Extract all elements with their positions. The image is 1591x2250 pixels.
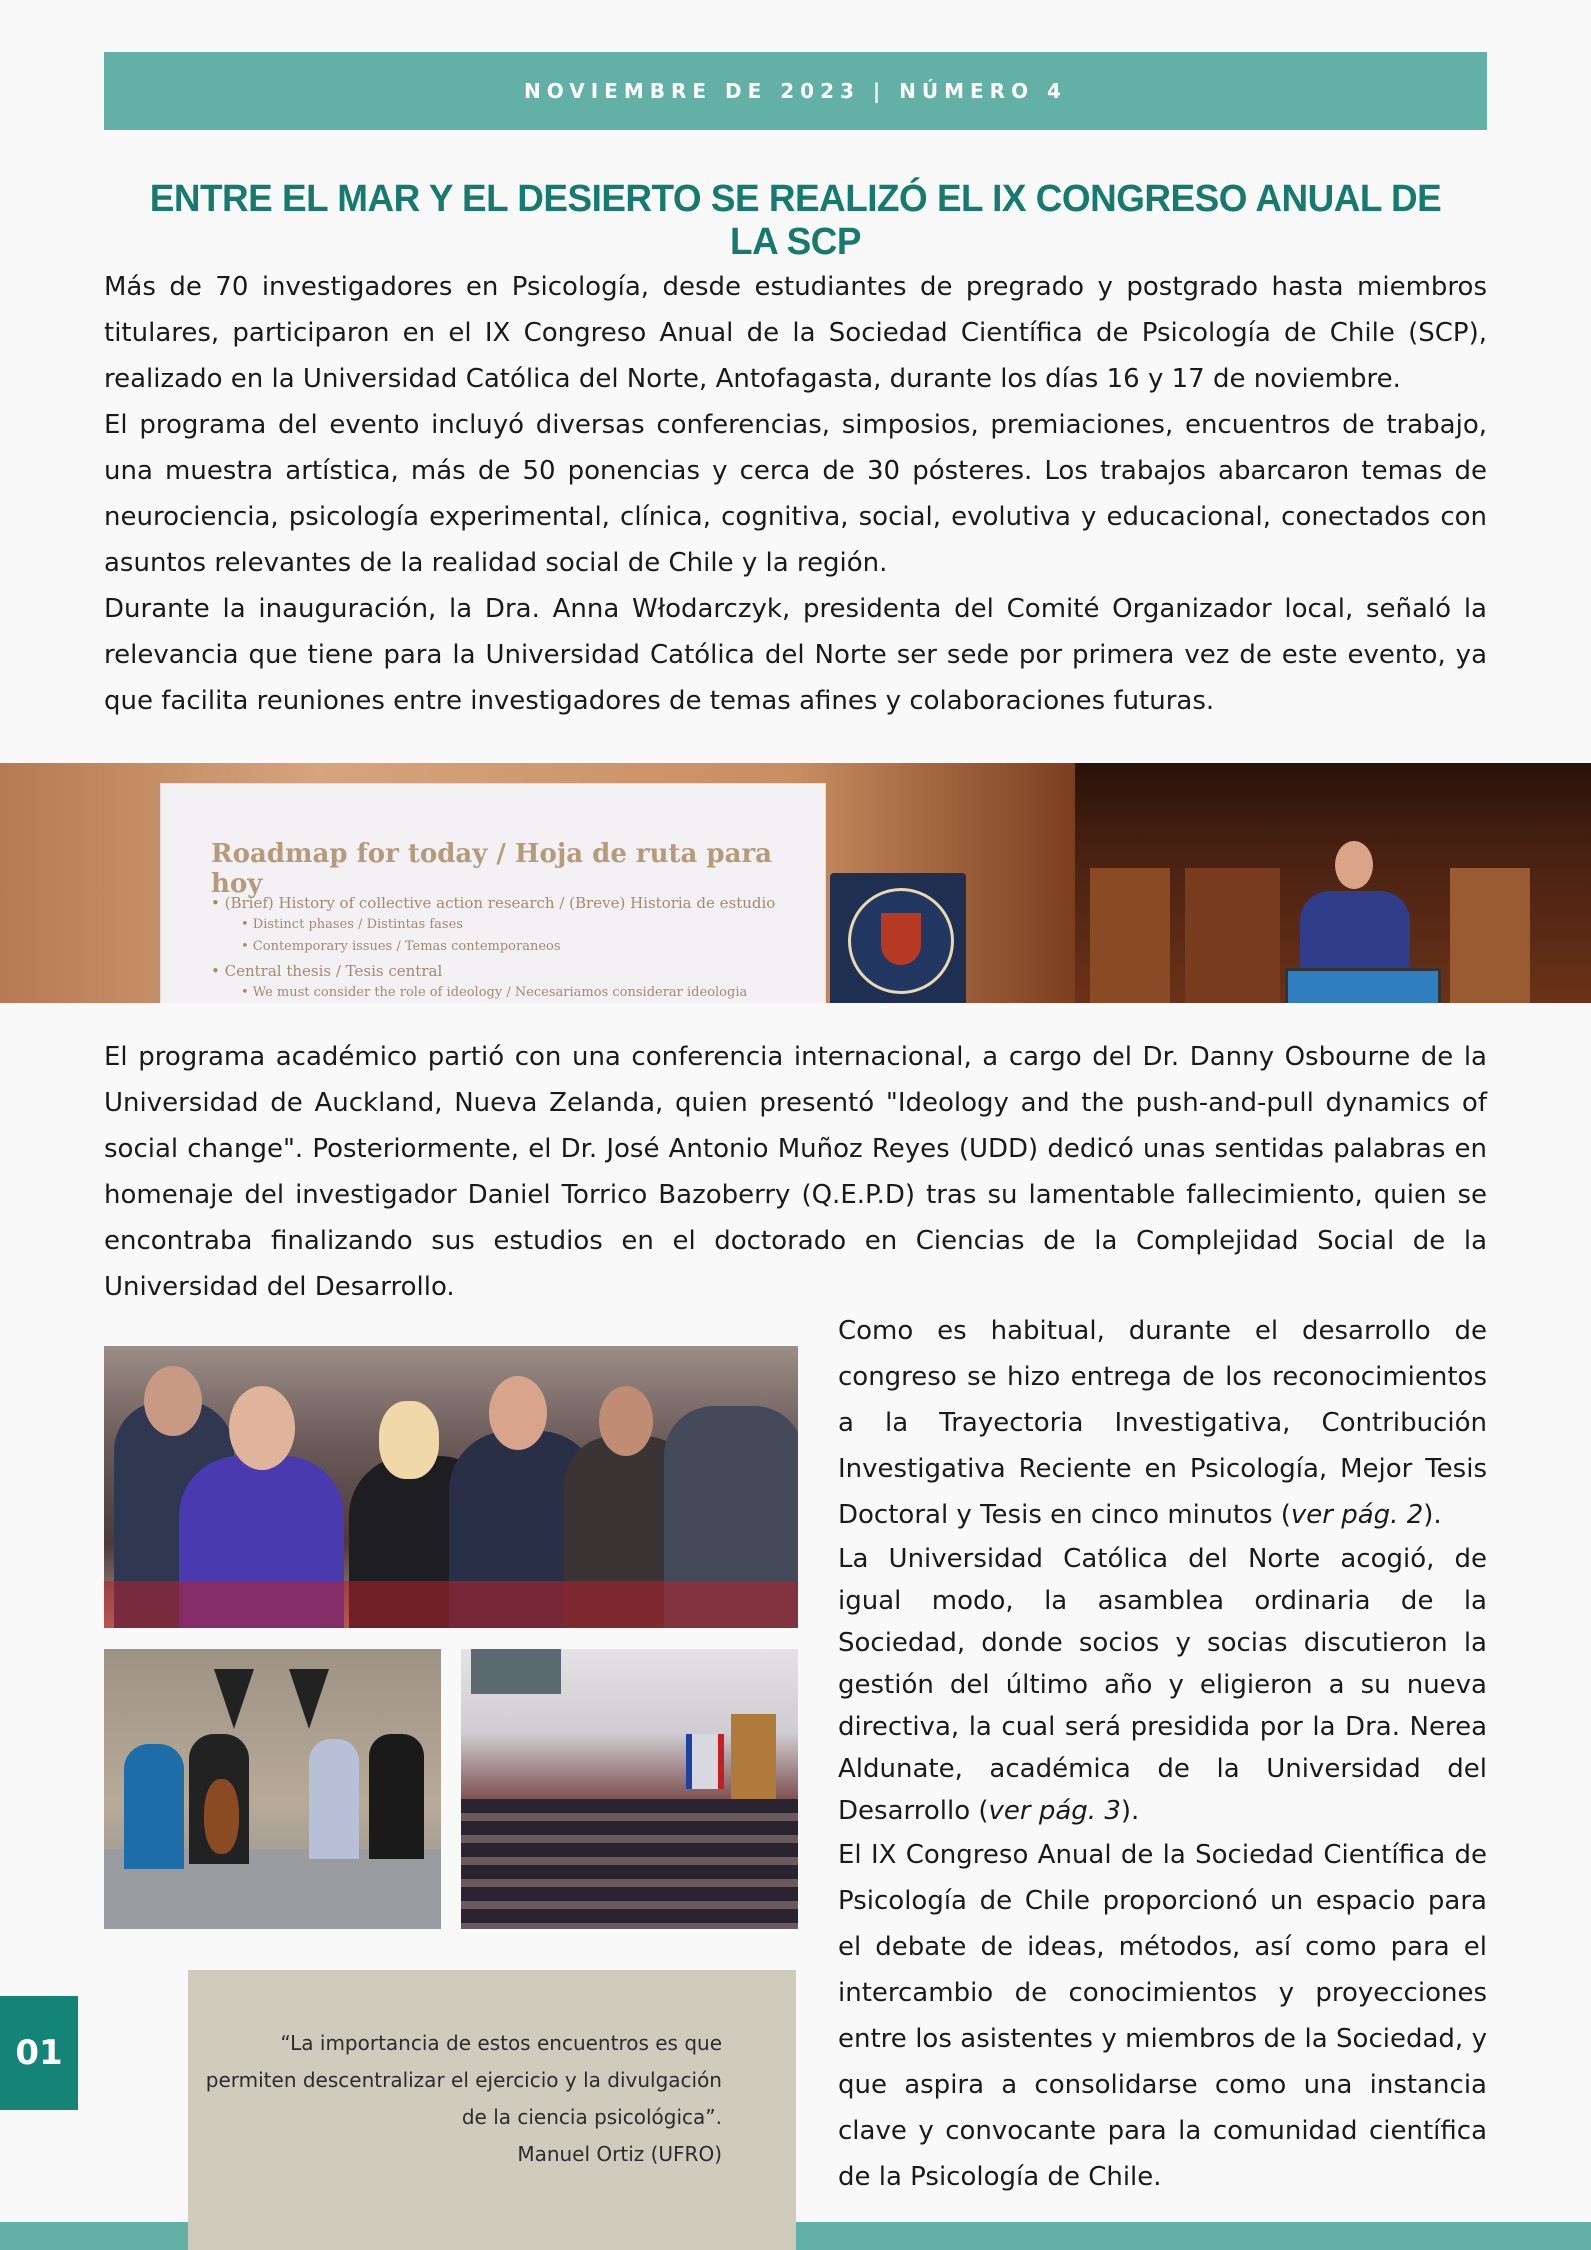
wood-panel [1185, 868, 1280, 1003]
attendee-head [599, 1386, 653, 1456]
speaker-head [1335, 841, 1373, 889]
quote-text: “La importancia de estos encuentros es que permiten descentralizar el ejercicio y la divulgación de la ciencia psicológica”. [205, 2031, 722, 2129]
awards-text: Como es habitual, durante el desarrollo de congreso se hizo entrega de los reconocimientos a la Trayectoria Investigativa, Contribución Investigativa Reciente en Psicología, Mejor Tesis Doctoral y Tesis en cinco minutos ( [838, 1316, 1487, 1530]
pull-quote-box [188, 1970, 796, 2250]
slide-bullet: • (Brief) History of collective action research / (Breve) Historia de estudio [211, 894, 776, 912]
red-seats [104, 1581, 798, 1628]
wood-panel [1450, 868, 1530, 1003]
flag-icon [686, 1734, 724, 1789]
wall-lamp [289, 1669, 329, 1729]
page-ref-link[interactable]: ver pág. 2 [1290, 1500, 1424, 1530]
wood-panel [1090, 868, 1170, 1003]
attendee-head [379, 1401, 439, 1479]
issue-header-bar [104, 52, 1487, 130]
closing-paragraph: El IX Congreso Anual de la Sociedad Científica de Psicología de Chile proporcionó un espacio para el debate de ideas, métodos, así como para el intercambio de conocimientos y proyecciones entre los asistentes y miembros de la Sociedad, y que aspira a consolidarse como una instancia clave y convocante para la comunidad científica de la Psicología de Chile. [838, 1840, 1487, 2192]
musician-figure [369, 1734, 424, 1859]
slide-bullet: • We must consider the role of ideology / Necesariamos considerar ideologia [241, 985, 748, 1000]
quote-author: Manuel Ortiz (UFRO) [517, 2142, 722, 2166]
musicians-photo [104, 1649, 441, 1929]
page-number: 01 [15, 2033, 63, 2073]
projection-screen [160, 783, 826, 1003]
awards-text-end: ). [1423, 1500, 1442, 1530]
right-column-text [838, 1308, 1487, 2200]
slide-title: Roadmap for today / Hoja de ruta para hoy [211, 839, 772, 899]
banner-photo-conference [0, 763, 1591, 1003]
audience-rows [461, 1799, 798, 1929]
program-paragraph [104, 1034, 1487, 1310]
podium-screen [1285, 968, 1441, 1003]
intro-text [104, 264, 1487, 724]
assembly-text-end: ). [1120, 1796, 1140, 1826]
article-title: ENTRE EL MAR Y EL DESIERTO SE REALIZÓ EL IX CONGRESO ANUAL DE LA SCP [149, 178, 1442, 263]
attendee-head [489, 1376, 547, 1450]
slide-bullet: • Contemporary issues / Temas contemporaneos [241, 939, 561, 954]
projection-screen [471, 1649, 561, 1694]
attendee-head [144, 1366, 202, 1436]
intro-paragraph: El programa del evento incluyó diversas conferencias, simposios, premiaciones, encuentros de trabajo, una muestra artística, más de 50 ponencias y cerca de 30 pósteres. Los trabajos abarcaron temas de neurociencia, psicología experimental, clínica, cognitiva, social, evolutiva y educacional, conectados con asuntos relevantes de la realidad social de Chile y la región. [104, 410, 1487, 578]
cello-icon [204, 1779, 239, 1854]
assembly-paragraph [838, 1538, 1487, 1832]
awards-paragraph [838, 1308, 1487, 1538]
university-banner [830, 873, 966, 1003]
mid-paragraph: El programa académico partió con una conferencia internacional, a cargo del Dr. Danny Osbourne de la Universidad de Auckland, Nueva Zelanda, quien presentó "Ideology and the push-and-pull dynamics of social change". Posteriormente, el Dr. José Antonio Muñoz Reyes (UDD) dedicó unas sentidas palabras en homenaje del investigador Daniel Torrico Bazoberry (Q.E.P.D) tras su lamentable fallecimiento, quien se encontraba finalizando sus estudios en el doctorado en Ciencias de la Complejidad Social de la Universidad del Desarrollo. [104, 1042, 1487, 1302]
slide-bullet: • Distinct phases / Distintas fases [241, 917, 463, 932]
wall-lamp [214, 1669, 254, 1729]
intro-paragraph: Durante la inauguración, la Dra. Anna Włodarczyk, presidenta del Comité Organizador local, señaló la relevancia que tiene para la Universidad Católica del Norte ser sede por primera vez de este evento, ya que facilita reuniones entre investigadores de temas afines y colaboraciones futuras. [104, 594, 1487, 716]
pull-quote [202, 2025, 722, 2173]
page-number-badge [0, 1996, 78, 2110]
page-ref-link[interactable]: ver pág. 3 [988, 1796, 1121, 1826]
audience-photo [104, 1346, 798, 1628]
podium [731, 1714, 776, 1799]
musician-figure [309, 1739, 359, 1859]
auditorium-photo [461, 1649, 798, 1929]
assembly-text: La Universidad Católica del Norte acogió, de igual modo, la asamblea ordinaria de la Sociedad, donde socios y socias discutieron la gestión del último año y eligieron a su nueva directiva, la cual será presidida por la Dra. Nerea Aldunate, académica de la Universidad del Desarrollo ( [838, 1544, 1487, 1826]
intro-paragraph: Más de 70 investigadores en Psicología, desde estudiantes de pregrado y postgrado hasta miembros titulares, participaron en el IX Congreso Anual de la Sociedad Científica de Psicología de Chile (SCP), realizado en la Universidad Católica del Norte, Antofagasta, durante los días 16 y 17 de noviembre. [104, 272, 1487, 394]
musician-figure [124, 1744, 184, 1869]
issue-label: NOVIEMBRE DE 2023 | NÚMERO 4 [524, 79, 1067, 103]
university-seal-icon [848, 888, 954, 994]
seal-emblem [881, 913, 921, 965]
slide-bullet: • Central thesis / Tesis central [211, 962, 443, 980]
attendee-head [229, 1386, 295, 1470]
